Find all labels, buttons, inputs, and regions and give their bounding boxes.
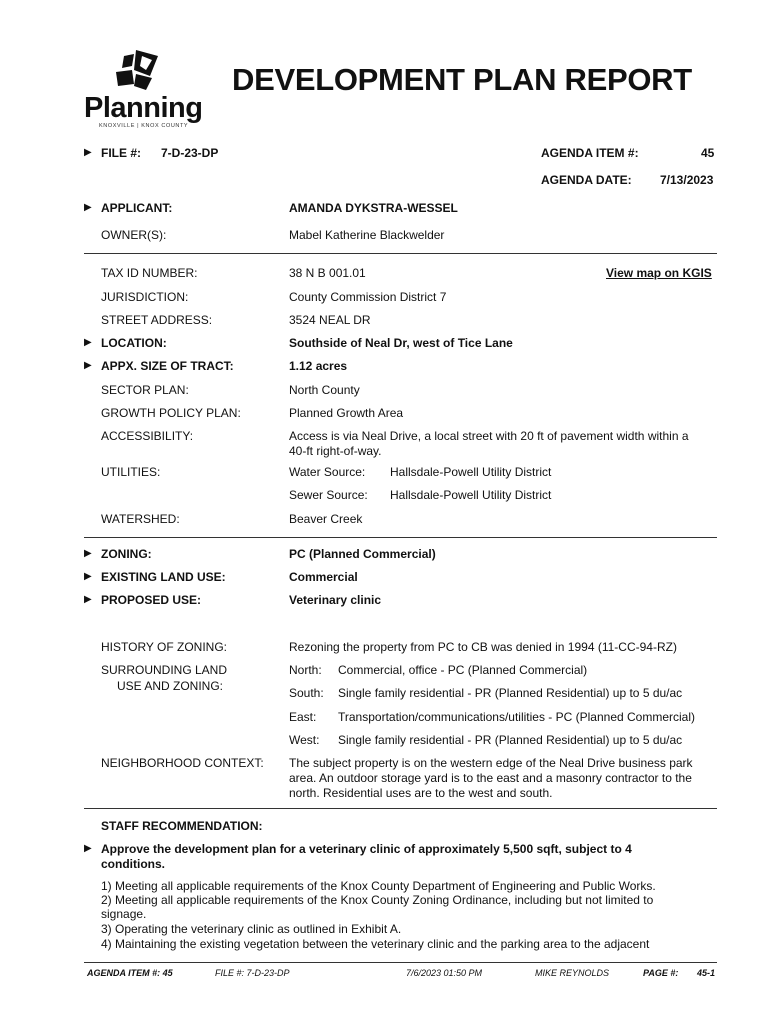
neighborhood-line-1: The subject property is on the western edge of the Neal Drive business park	[289, 756, 693, 770]
existing-land-use-value: Commercial	[289, 570, 358, 584]
proposed-use-value: Veterinary clinic	[289, 593, 382, 607]
street-address-value: 3524 NEAL DR	[289, 313, 371, 327]
recommendation-line-1: Approve the development plan for a veterinary clinic of approximately 5,500 sqft, subject to 4	[101, 842, 632, 856]
footer-page-number: 45-1	[697, 968, 716, 978]
surrounding-label-1: SURROUNDING LAND	[101, 663, 228, 677]
triangle-right-icon: ▶	[84, 843, 92, 854]
tax-id-label: TAX ID NUMBER:	[101, 266, 198, 280]
zoning-history-value: Rezoning the property from PC to CB was denied in 1994 (11-CC-94-RZ)	[289, 640, 677, 654]
sewer-source-value: Hallsdale-Powell Utility District	[390, 488, 552, 502]
file-number: 7-D-23-DP	[161, 146, 219, 160]
triangle-right-icon: ▶	[84, 571, 92, 582]
west-value: Single family residential - PR (Planned Residential) up to 5 du/ac	[338, 733, 683, 747]
north-key: North:	[289, 663, 322, 677]
divider	[84, 537, 717, 538]
growth-policy-label: GROWTH POLICY PLAN:	[101, 406, 241, 420]
condition-3: 3) Operating the veterinary clinic as outlined in Exhibit A.	[101, 922, 402, 936]
logo-subtitle: KNOXVILLE | KNOX COUNTY	[99, 123, 189, 129]
triangle-right-icon: ▶	[84, 202, 92, 213]
triangle-right-icon: ▶	[84, 360, 92, 371]
owner-value: Mabel Katherine Blackwelder	[289, 228, 445, 242]
neighborhood-line-2: area. An outdoor storage yard is to the east and a masonry contractor to the	[289, 771, 692, 785]
applicant-value: AMANDA DYKSTRA-WESSEL	[289, 201, 458, 215]
accessibility-line-2: 40-ft right-of-way.	[289, 444, 382, 458]
page-title: DEVELOPMENT PLAN REPORT	[232, 62, 692, 97]
south-key: South:	[289, 686, 324, 700]
file-label: FILE #:	[101, 146, 142, 160]
sewer-source-label: Sewer Source:	[289, 488, 368, 502]
neighborhood-context-label: NEIGHBORHOOD CONTEXT:	[101, 756, 264, 770]
condition-1: 1) Meeting all applicable requirements of the Knox County Department of Engineering and Public Works.	[101, 879, 656, 893]
staff-recommendation-heading: STAFF RECOMMENDATION:	[101, 819, 263, 833]
condition-2a: 2) Meeting all applicable requirements of the Knox County Zoning Ordinance, including but not limited to	[101, 893, 654, 907]
proposed-use-label: PROPOSED USE:	[101, 593, 202, 607]
utilities-label: UTILITIES:	[101, 465, 161, 479]
footer-datetime: 7/6/2023 01:50 PM	[406, 968, 483, 978]
condition-4: 4) Maintaining the existing vegetation between the veterinary clinic and the parking area to the adjacent	[101, 937, 650, 951]
triangle-right-icon: ▶	[84, 548, 92, 559]
east-key: East:	[289, 710, 317, 724]
street-address-label: STREET ADDRESS:	[101, 313, 213, 327]
zoning-value: PC (Planned Commercial)	[289, 547, 436, 561]
footer-page-label: PAGE #:	[643, 968, 679, 978]
agenda-date-value: 7/13/2023	[660, 173, 714, 187]
triangle-right-icon: ▶	[84, 147, 92, 158]
accessibility-line-1: Access is via Neal Drive, a local street with 20 ft of pavement width within a	[289, 429, 689, 443]
tract-size-label: APPX. SIZE OF TRACT:	[101, 359, 234, 373]
condition-2b: signage.	[101, 907, 147, 921]
neighborhood-line-3: north. Residential uses are to the west and south.	[289, 786, 553, 800]
sector-plan-value: North County	[289, 383, 360, 397]
owner-label: OWNER(S):	[101, 228, 167, 242]
footer-agenda-item: AGENDA ITEM #: 45	[87, 968, 173, 978]
triangle-right-icon: ▶	[84, 594, 92, 605]
east-value: Transportation/communications/utilities - PC (Planned Commercial)	[338, 710, 696, 724]
applicant-label: APPLICANT:	[101, 201, 173, 215]
logo-wordmark: Planning	[84, 92, 203, 124]
tax-id-value: 38 N B 001.01	[289, 266, 366, 280]
watershed-label: WATERSHED:	[101, 512, 180, 526]
footer-planner: MIKE REYNOLDS	[535, 968, 610, 978]
divider	[84, 808, 717, 809]
kgis-map-link[interactable]: View map on KGIS	[606, 266, 712, 280]
zoning-label: ZONING:	[101, 547, 152, 561]
sector-plan-label: SECTOR PLAN:	[101, 383, 189, 397]
south-value: Single family residential - PR (Planned Residential) up to 5 du/ac	[338, 686, 683, 700]
footer-file: FILE #: 7-D-23-DP	[215, 968, 290, 978]
divider	[84, 253, 717, 254]
jurisdiction-label: JURISDICTION:	[101, 290, 189, 304]
agenda-date-label: AGENDA DATE:	[541, 173, 632, 187]
surrounding-label-2: USE AND ZONING:	[117, 679, 224, 693]
north-value: Commercial, office - PC (Planned Commercial)	[338, 663, 588, 677]
existing-land-use-label: EXISTING LAND USE:	[101, 570, 226, 584]
planning-logo-icon	[112, 50, 166, 92]
tract-size-value: 1.12 acres	[289, 359, 348, 373]
agenda-item-value: 45	[701, 146, 715, 160]
water-source-value: Hallsdale-Powell Utility District	[390, 465, 552, 479]
location-value: Southside of Neal Dr, west of Tice Lane	[289, 336, 513, 350]
water-source-label: Water Source:	[289, 465, 366, 479]
growth-policy-value: Planned Growth Area	[289, 406, 404, 420]
west-key: West:	[289, 733, 320, 747]
triangle-right-icon: ▶	[84, 337, 92, 348]
location-label: LOCATION:	[101, 336, 167, 350]
agenda-item-label: AGENDA ITEM #:	[541, 146, 639, 160]
watershed-value: Beaver Creek	[289, 512, 363, 526]
jurisdiction-value: County Commission District 7	[289, 290, 447, 304]
footer-divider	[84, 962, 717, 963]
zoning-history-label: HISTORY OF ZONING:	[101, 640, 228, 654]
accessibility-label: ACCESSIBILITY:	[101, 429, 194, 443]
recommendation-line-2: conditions.	[101, 857, 165, 871]
